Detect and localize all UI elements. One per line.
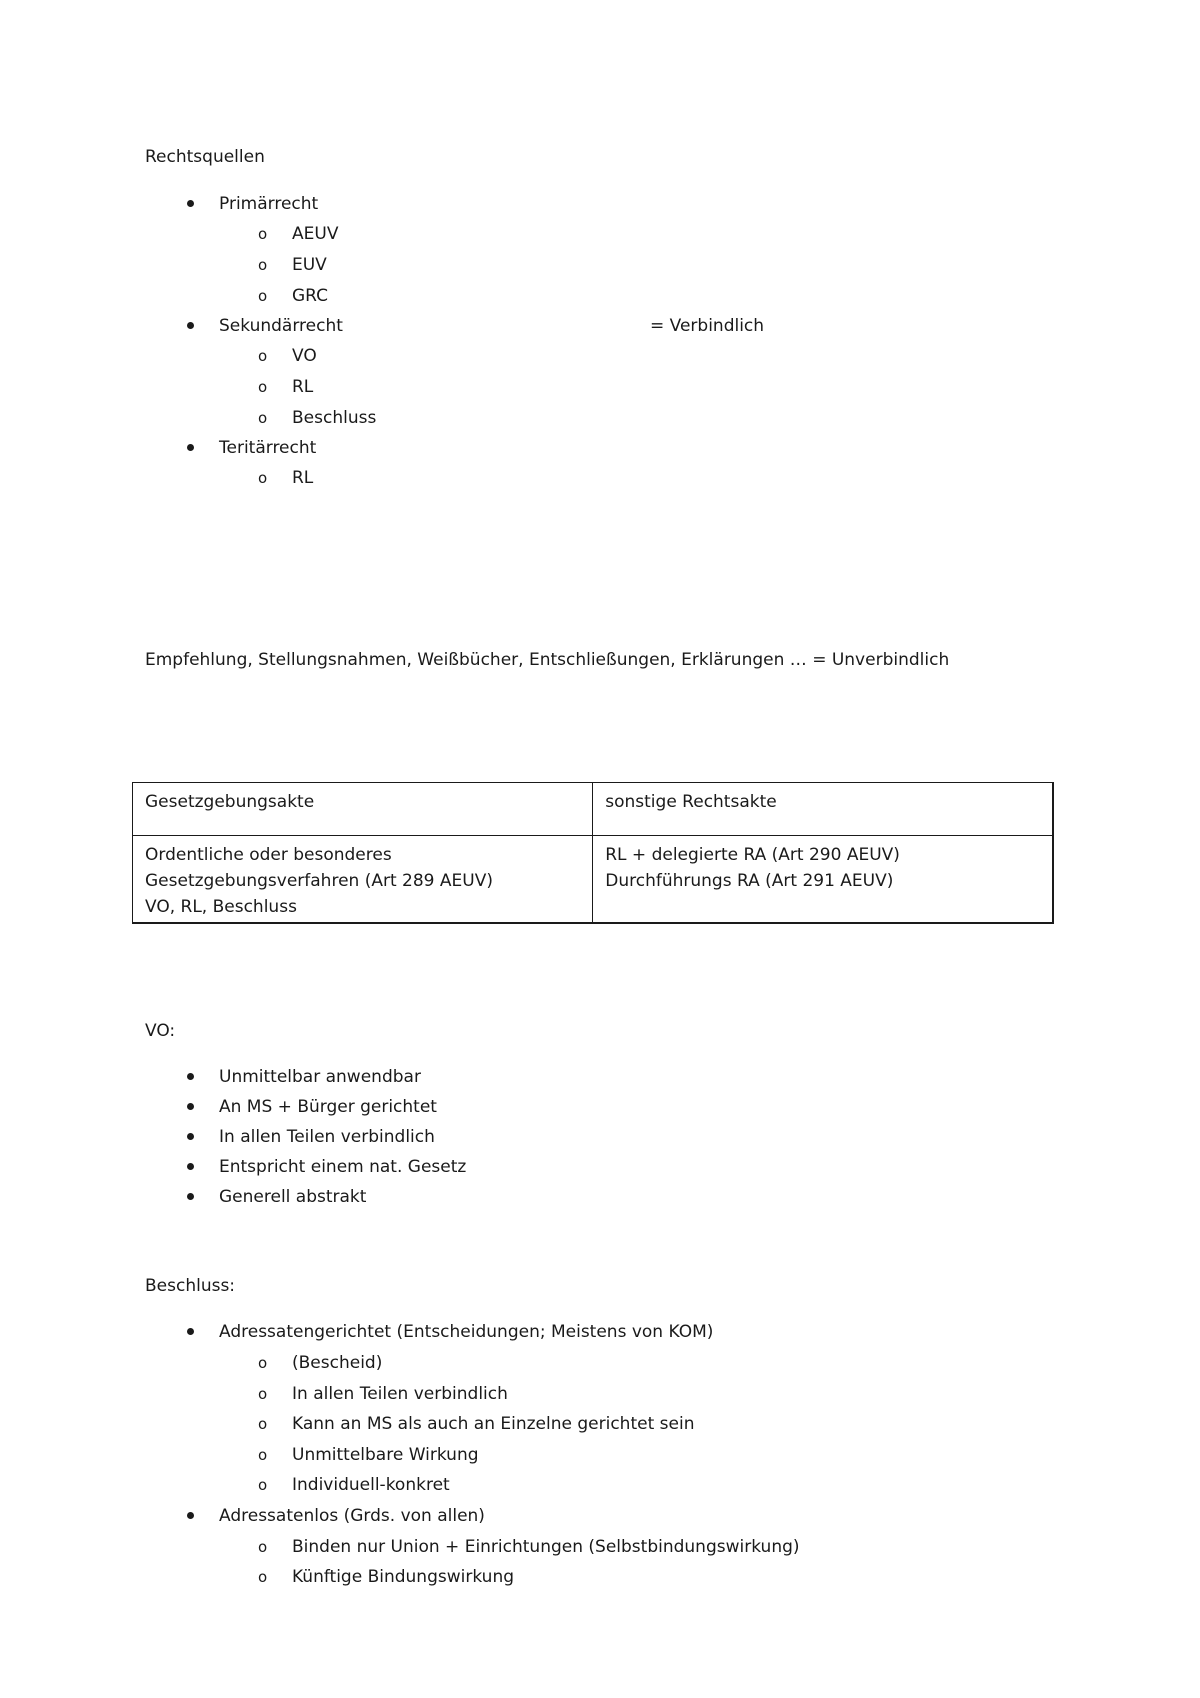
bullet-icon — [187, 1073, 194, 1080]
circle-bullet-icon: o — [258, 409, 268, 427]
list-item: In allen Teilen verbindlich — [219, 1127, 435, 1147]
header-label: Gesetzgebungsakte — [145, 792, 315, 812]
circle-bullet-icon: o — [258, 1538, 268, 1556]
verbindlich-note: = Verbindlich — [650, 316, 765, 336]
list-item: Entspricht einem nat. Gesetz — [219, 1157, 467, 1177]
list-subitem: Individuell-konkret — [292, 1475, 450, 1495]
circle-bullet-icon: o — [258, 1568, 268, 1586]
list-subitem: In allen Teilen verbindlich — [292, 1384, 508, 1404]
table-header-gesetzgebungsakte — [133, 783, 593, 836]
list-subitem: RL — [292, 377, 314, 397]
list-subitem: Künftige Bindungswirkung — [292, 1567, 515, 1587]
bullet-icon — [187, 200, 194, 207]
list-subitem: Beschluss — [292, 408, 377, 428]
circle-bullet-icon: o — [258, 287, 268, 305]
cell-text: RL + delegierte RA (Art 290 AEUV) — [605, 845, 900, 865]
list-subitem: EUV — [292, 255, 327, 275]
list-item: Primärrecht — [219, 194, 319, 214]
header-label: sonstige Rechtsakte — [605, 792, 777, 812]
cell-text: Ordentliche oder besonderes — [145, 845, 392, 865]
circle-bullet-icon: o — [258, 1385, 268, 1403]
circle-bullet-icon: o — [258, 469, 268, 487]
table-row — [133, 836, 1054, 924]
list-item: An MS + Bürger gerichtet — [219, 1097, 437, 1117]
list-subitem: Binden nur Union + Einrichtungen (Selbstbindungswirkung) — [292, 1537, 800, 1557]
circle-bullet-icon: o — [258, 1476, 268, 1494]
section-title-vo: VO: — [145, 1021, 176, 1041]
bullet-icon — [187, 444, 194, 451]
table-header-sonstige-rechtsakte — [593, 783, 1053, 836]
list-subitem: GRC — [292, 286, 329, 306]
table-cell-right — [593, 836, 1053, 924]
list-item: Unmittelbar anwendbar — [219, 1067, 421, 1087]
circle-bullet-icon: o — [258, 378, 268, 396]
section-title-beschluss: Beschluss: — [145, 1276, 236, 1296]
table-header-row — [133, 783, 1054, 836]
list-subitem: (Bescheid) — [292, 1353, 383, 1373]
bullet-icon — [187, 1512, 194, 1519]
cell-text: Gesetzgebungsverfahren (Art 289 AEUV) — [145, 871, 493, 891]
bullet-icon — [187, 322, 194, 329]
list-subitem: RL — [292, 468, 314, 488]
list-item: Adressatengerichtet (Entscheidungen; Meistens von KOM) — [219, 1322, 714, 1342]
rechtsakte-table — [132, 782, 1054, 924]
circle-bullet-icon: o — [258, 1415, 268, 1433]
bullet-icon — [187, 1193, 194, 1200]
cell-text: Durchführungs RA (Art 291 AEUV) — [605, 871, 894, 891]
bullet-icon — [187, 1103, 194, 1110]
section-title-rechtsquellen: Rechtsquellen — [145, 147, 265, 167]
list-item: Adressatenlos (Grds. von allen) — [219, 1506, 485, 1526]
list-item: Teritärrecht — [219, 438, 317, 458]
circle-bullet-icon: o — [258, 347, 268, 365]
list-item: Generell abstrakt — [219, 1187, 367, 1207]
unverbindlich-statement: Empfehlung, Stellungsnahmen, Weißbücher, Entschließungen, Erklärungen … = Unverbindlich — [145, 650, 950, 670]
list-subitem: Kann an MS als auch an Einzelne gerichtet sein — [292, 1414, 695, 1434]
bullet-icon — [187, 1163, 194, 1170]
list-item: Sekundärrecht — [219, 316, 343, 336]
list-subitem: AEUV — [292, 224, 339, 244]
circle-bullet-icon: o — [258, 225, 268, 243]
circle-bullet-icon: o — [258, 1354, 268, 1372]
list-subitem: VO — [292, 346, 317, 366]
bullet-icon — [187, 1328, 194, 1335]
circle-bullet-icon: o — [258, 1446, 268, 1464]
cell-text: VO, RL, Beschluss — [145, 897, 297, 917]
circle-bullet-icon: o — [258, 256, 268, 274]
table-cell-left — [133, 836, 593, 924]
bullet-icon — [187, 1133, 194, 1140]
list-subitem: Unmittelbare Wirkung — [292, 1445, 479, 1465]
